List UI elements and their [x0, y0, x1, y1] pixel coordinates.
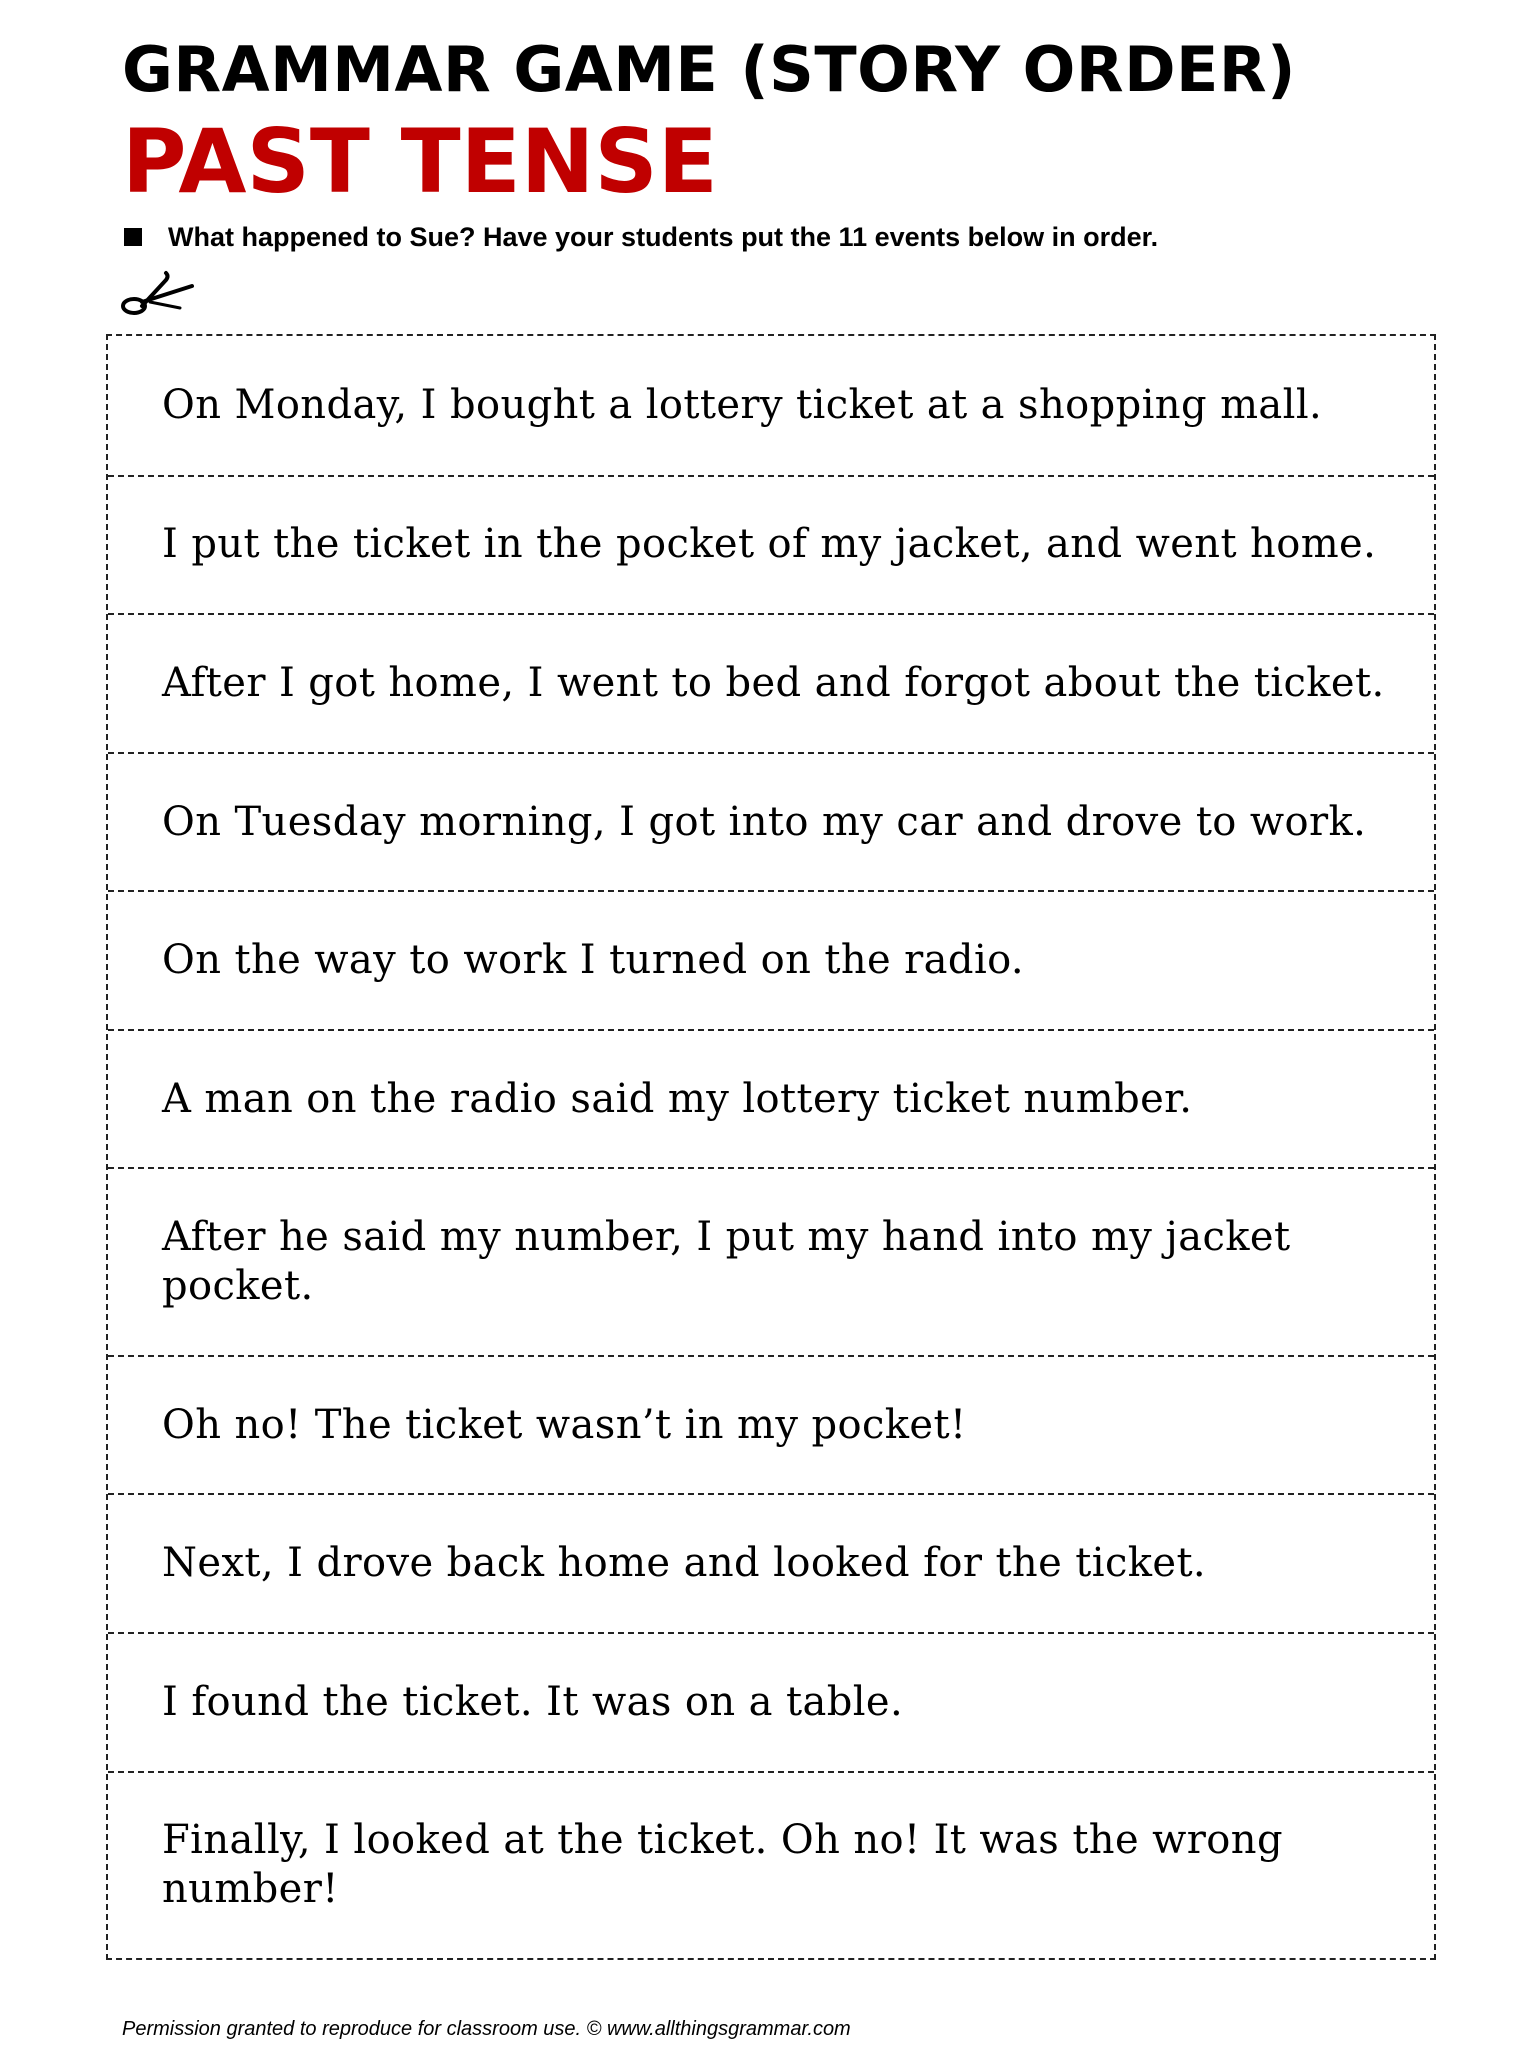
story-card — [108, 1029, 1434, 1168]
story-card — [108, 1771, 1434, 1958]
story-card-text: After he said my number, I put my hand into my jacket pocket. — [162, 1214, 1291, 1310]
story-card-text: On the way to work I turned on the radio. — [162, 937, 1025, 984]
story-card-text: After I got home, I went to bed and forgot about the ticket. — [162, 659, 1385, 706]
story-card — [108, 475, 1434, 614]
scissors-icon — [120, 268, 198, 322]
page-title: GRAMMAR GAME (STORY ORDER) — [122, 33, 1296, 106]
story-card-text: Oh no! The ticket wasn’t in my pocket! — [162, 1401, 967, 1448]
story-card — [108, 1167, 1434, 1354]
story-card — [108, 1355, 1434, 1494]
story-card — [108, 752, 1434, 891]
story-card — [108, 336, 1434, 475]
story-card-text: Next, I drove back home and looked for the ticket. — [162, 1540, 1207, 1587]
story-card-text: I put the ticket in the pocket of my jacket, and went home. — [162, 521, 1377, 568]
story-card-text: A man on the radio said my lottery ticket number. — [162, 1075, 1193, 1122]
story-card-text: On Monday, I bought a lottery ticket at a shopping mall. — [162, 381, 1323, 428]
story-card-text: I found the ticket. It was on a table. — [162, 1678, 904, 1725]
story-card — [108, 613, 1434, 752]
square-bullet-icon — [124, 228, 142, 246]
instruction-line — [124, 220, 1158, 254]
page-subtitle: PAST TENSE — [122, 110, 718, 213]
story-card — [108, 1632, 1434, 1771]
footer-permission: Permission granted to reproduce for classroom use. © www.allthingsgrammar.com — [122, 2018, 851, 2040]
instruction-text: What happened to Sue? Have your students put the 11 events below in order. — [168, 221, 1159, 252]
story-card-text: Finally, I looked at the ticket. Oh no! It was the wrong number! — [162, 1817, 1283, 1913]
story-card-text: On Tuesday morning, I got into my car and drove to work. — [162, 798, 1367, 845]
story-card-list — [106, 334, 1436, 1960]
story-card — [108, 1493, 1434, 1632]
story-card — [108, 890, 1434, 1029]
